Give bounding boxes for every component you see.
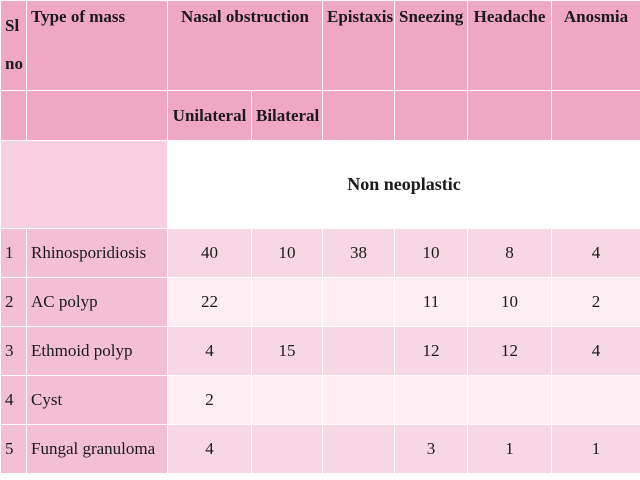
- cell-unilateral: 40: [168, 229, 252, 278]
- subheader-empty-anosmia: [552, 91, 640, 141]
- subheader-empty-type: [27, 91, 168, 141]
- cell-sneezing: 12: [395, 327, 468, 376]
- cell-epistaxis: [323, 376, 395, 425]
- cell-unilateral: 4: [168, 327, 252, 376]
- cell-type: AC polyp: [27, 278, 168, 327]
- cell-epistaxis: [323, 425, 395, 474]
- cell-type: Ethmoid polyp: [27, 327, 168, 376]
- subheader-empty-epistaxis: [323, 91, 395, 141]
- cell-headache: 10: [468, 278, 552, 327]
- cell-anosmia: 4: [552, 327, 640, 376]
- cell-headache: 12: [468, 327, 552, 376]
- cell-headache: 1: [468, 425, 552, 474]
- cell-sneezing: 11: [395, 278, 468, 327]
- cell-sneezing: 3: [395, 425, 468, 474]
- section-label: Non neoplastic: [168, 141, 640, 229]
- cell-anosmia: 2: [552, 278, 640, 327]
- header-type-of-mass: Type of mass: [27, 1, 168, 91]
- cell-type: Cyst: [27, 376, 168, 425]
- table-row: [1, 376, 640, 425]
- header-nasal-obstruction: Nasal obstruction: [168, 1, 323, 91]
- cell-type: Rhinosporidiosis: [27, 229, 168, 278]
- table-row: [1, 327, 640, 376]
- subheader-empty-sl: [1, 91, 27, 141]
- subheader-empty-sneezing: [395, 91, 468, 141]
- cell-bilateral: 15: [252, 327, 323, 376]
- cell-epistaxis: [323, 278, 395, 327]
- cell-unilateral: 22: [168, 278, 252, 327]
- cell-sl: 2: [1, 278, 27, 327]
- subheader-bilateral: Bilateral: [252, 91, 323, 141]
- cell-unilateral: 2: [168, 376, 252, 425]
- header-epistaxis: Epistaxis: [323, 1, 395, 91]
- cell-bilateral: [252, 278, 323, 327]
- table-row: [1, 425, 640, 474]
- cell-sl: 3: [1, 327, 27, 376]
- cell-epistaxis: 38: [323, 229, 395, 278]
- cell-sneezing: [395, 376, 468, 425]
- cell-anosmia: 4: [552, 229, 640, 278]
- subheader-empty-headache: [468, 91, 552, 141]
- cell-unilateral: 4: [168, 425, 252, 474]
- section-left-cell: [1, 141, 168, 229]
- header-anosmia: Anosmia: [552, 1, 640, 91]
- cell-epistaxis: [323, 327, 395, 376]
- cell-bilateral: [252, 425, 323, 474]
- header-row: [1, 1, 640, 91]
- cell-sl: 5: [1, 425, 27, 474]
- cell-anosmia: [552, 376, 640, 425]
- cell-bilateral: 10: [252, 229, 323, 278]
- cell-headache: [468, 376, 552, 425]
- cell-sneezing: 10: [395, 229, 468, 278]
- header-sl-no: Sl no: [1, 1, 27, 91]
- header-sneezing: Sneezing: [395, 1, 468, 91]
- table-row: [1, 278, 640, 327]
- header-headache: Headache: [468, 1, 552, 91]
- cell-sl: 1: [1, 229, 27, 278]
- cell-bilateral: [252, 376, 323, 425]
- cell-headache: 8: [468, 229, 552, 278]
- section-row: [1, 141, 640, 229]
- table-row: [1, 229, 640, 278]
- cell-type: Fungal granuloma: [27, 425, 168, 474]
- cell-sl: 4: [1, 376, 27, 425]
- cell-anosmia: 1: [552, 425, 640, 474]
- subheader-row: [1, 91, 640, 141]
- subheader-unilateral: Unilateral: [168, 91, 252, 141]
